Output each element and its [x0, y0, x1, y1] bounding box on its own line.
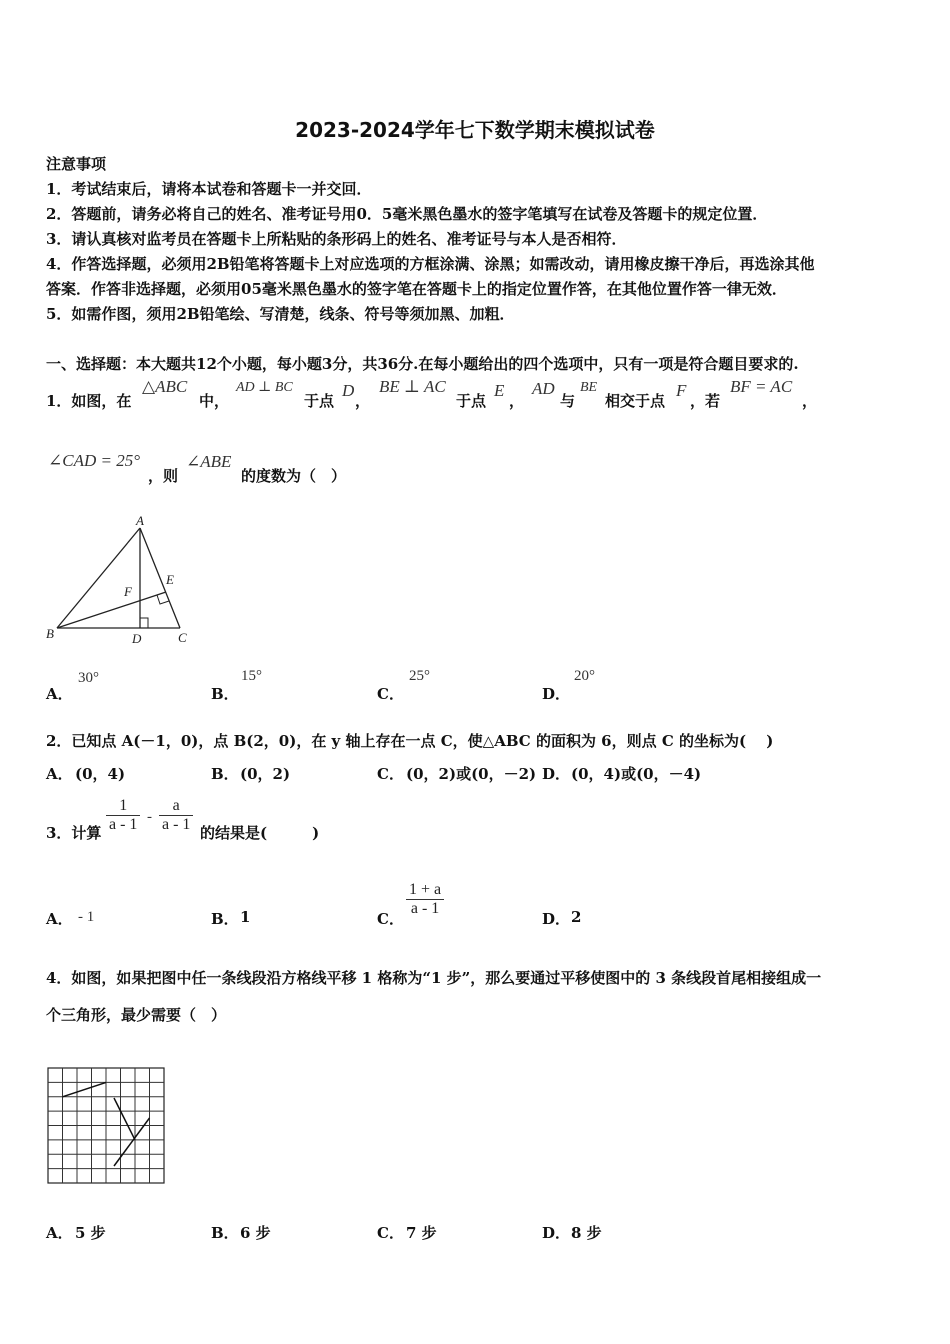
q4-option-a-letter: A． [46, 1224, 73, 1242]
q4-option-d-value: 8 步 [571, 1224, 602, 1242]
q1-math-bf-eq-ac: BF = AC [730, 377, 793, 396]
q3-fraction-1-numerator: 1 [119, 797, 128, 814]
q3-option-a-letter: A． [46, 910, 73, 928]
q1-option-c-letter: C． [377, 685, 404, 703]
q1-text: ， [355, 392, 371, 410]
q1-text: 于点 [456, 392, 487, 410]
q1-math-d: D [342, 381, 355, 400]
q1-math-e: E [494, 381, 505, 400]
q1-option-d-value: 20° [574, 668, 595, 684]
section-heading: 一、选择题：本大题共12个小题，每小题3分，共36分.在每小题给出的四个选项中，只有一项是符合题目要求的. [46, 355, 799, 373]
q1-text: ， [509, 392, 525, 410]
q1-math-triangle: △ABC [142, 377, 188, 396]
q3-fraction-1-denominator: a - 1 [106, 815, 140, 834]
q2-option-d-value: (0，4)或(0，－4) [571, 765, 702, 783]
note-item: 2．答题前，请务必将自己的姓名、准考证号用0．5毫米黑色墨水的签字笔填写在试卷及答题卡的规定位置． [46, 205, 768, 223]
label-c: C [178, 630, 187, 645]
q4-stem-line1: 4．如图，如果把图中任一条线段沿方格线平移 1 格称为“1 步”，那么要通过平移使图中的 3 条线段首尾相接组成一 [46, 969, 822, 987]
label-d: D [132, 631, 142, 646]
q3-option-d-letter: D． [542, 910, 571, 928]
q3-option-b-value: 1 [240, 908, 251, 926]
q3-option-a-value: - 1 [78, 909, 95, 925]
q2-option-b-value: (0，2) [240, 765, 291, 783]
q3-option-c-denominator: a - 1 [406, 899, 444, 918]
q1-option-a-letter: A． [46, 685, 73, 703]
q3-option-c-letter: C． [377, 910, 404, 928]
q1-math-be: BE [580, 380, 598, 395]
q1-math-ad-perp-bc: AD ⊥ BC [236, 380, 293, 395]
q1-text: 的度数为（ ） [241, 467, 347, 485]
q2-option-c-value: (0，2)或(0，－2) [406, 765, 537, 783]
note-item: 4．作答选择题，必须用2B铅笔将答题卡上对应选项的方框涂满、涂黑；如需改动，请用橡皮擦干净后，再选涂其他 [46, 255, 815, 273]
note-item: 5．如需作图，须用2B铅笔绘、写清楚，线条、符号等须加黑、加粗． [46, 305, 515, 323]
q3-fraction-1 [106, 797, 140, 834]
q3-fraction-2 [159, 797, 193, 834]
q1-text: 相交于点 [605, 392, 666, 410]
page-title: 2023-2024学年七下数学期末模拟试卷 [295, 118, 655, 142]
q4-grid-figure [46, 1066, 168, 1186]
q3-option-c-numerator: 1 + a [409, 881, 442, 898]
grid-lines [48, 1068, 164, 1183]
q2-option-c-letter: C． [377, 765, 404, 783]
q1-math-f: F [676, 381, 687, 400]
right-angle-mark-d [140, 618, 148, 628]
q4-option-b-letter: B． [211, 1224, 239, 1242]
q4-option-a-value: 5 步 [75, 1224, 106, 1242]
segment-ac [140, 528, 180, 628]
q1-triangle-figure [40, 510, 200, 650]
segment-ab [57, 528, 140, 628]
q4-option-c-letter: C． [377, 1224, 404, 1242]
q1-option-b-value: 15° [241, 668, 262, 684]
q1-math-angle-cad: ∠CAD = 25° [48, 451, 141, 470]
note-item: 1．考试结束后，请将本试卷和答题卡一并交回． [46, 180, 372, 198]
q2-option-d-letter: D． [542, 765, 571, 783]
notes-heading: 注意事项 [46, 155, 107, 173]
q3-suffix: 的结果是( ) [200, 824, 320, 842]
label-f: F [124, 584, 132, 599]
q4-option-c-value: 7 步 [406, 1224, 437, 1242]
q1-option-d-letter: D． [542, 685, 571, 703]
q1-option-b-letter: B． [211, 685, 239, 703]
q1-text: 于点 [304, 392, 335, 410]
note-item: 答案．作答非选择题，必须用05毫米黑色墨水的签字笔在答题卡上的指定位置作答，在其他位置作答一律无效． [46, 280, 787, 298]
q3-option-c-fraction [406, 881, 444, 918]
q1-text: ， [802, 392, 818, 410]
q1-text: ，则 [148, 467, 179, 485]
q1-math-angle-abe: ∠ABE [186, 452, 232, 471]
note-item: 3．请认真核对监考员在答题卡上所粘贴的条形码上的姓名、准考证号与本人是否相符． [46, 230, 627, 248]
q1-number: 1．如图，在 [46, 392, 132, 410]
q3-minus: - [147, 809, 152, 825]
q1-option-a-value: 30° [78, 670, 99, 686]
q3-fraction-2-numerator: a [172, 797, 180, 814]
q1-math-ad: AD [532, 379, 555, 398]
q3-fraction-2-denominator: a - 1 [159, 815, 193, 834]
q2-option-a-letter: A． [46, 765, 73, 783]
q4-stem-line2: 个三角形，最少需要（ ） [46, 1006, 227, 1024]
q4-option-d-letter: D． [542, 1224, 571, 1242]
q1-text: 中， [199, 392, 230, 410]
label-e: E [166, 572, 174, 587]
q3-option-b-letter: B． [211, 910, 239, 928]
q2-option-a-value: (0，4) [75, 765, 126, 783]
segment-2 [114, 1098, 135, 1140]
q1-text: 与 [560, 392, 576, 410]
q2-stem: 2．已知点 A(－1，0)，点 B(2，0)，在 y 轴上存在一点 C，使△ABC 的面积为 6，则点 C 的坐标为( ) [46, 732, 774, 750]
label-b: B [46, 626, 54, 641]
q2-option-b-letter: B． [211, 765, 239, 783]
q1-text: ，若 [690, 392, 721, 410]
segment-1 [63, 1082, 107, 1096]
q1-math-be-perp-ac: BE ⊥ AC [379, 377, 446, 396]
q3-prefix: 3．计算 [46, 824, 102, 842]
segment-be [57, 592, 166, 628]
q3-option-d-value: 2 [571, 908, 582, 926]
q4-option-b-value: 6 步 [240, 1224, 271, 1242]
q1-option-c-value: 25° [409, 668, 430, 684]
label-a: A [136, 513, 144, 528]
